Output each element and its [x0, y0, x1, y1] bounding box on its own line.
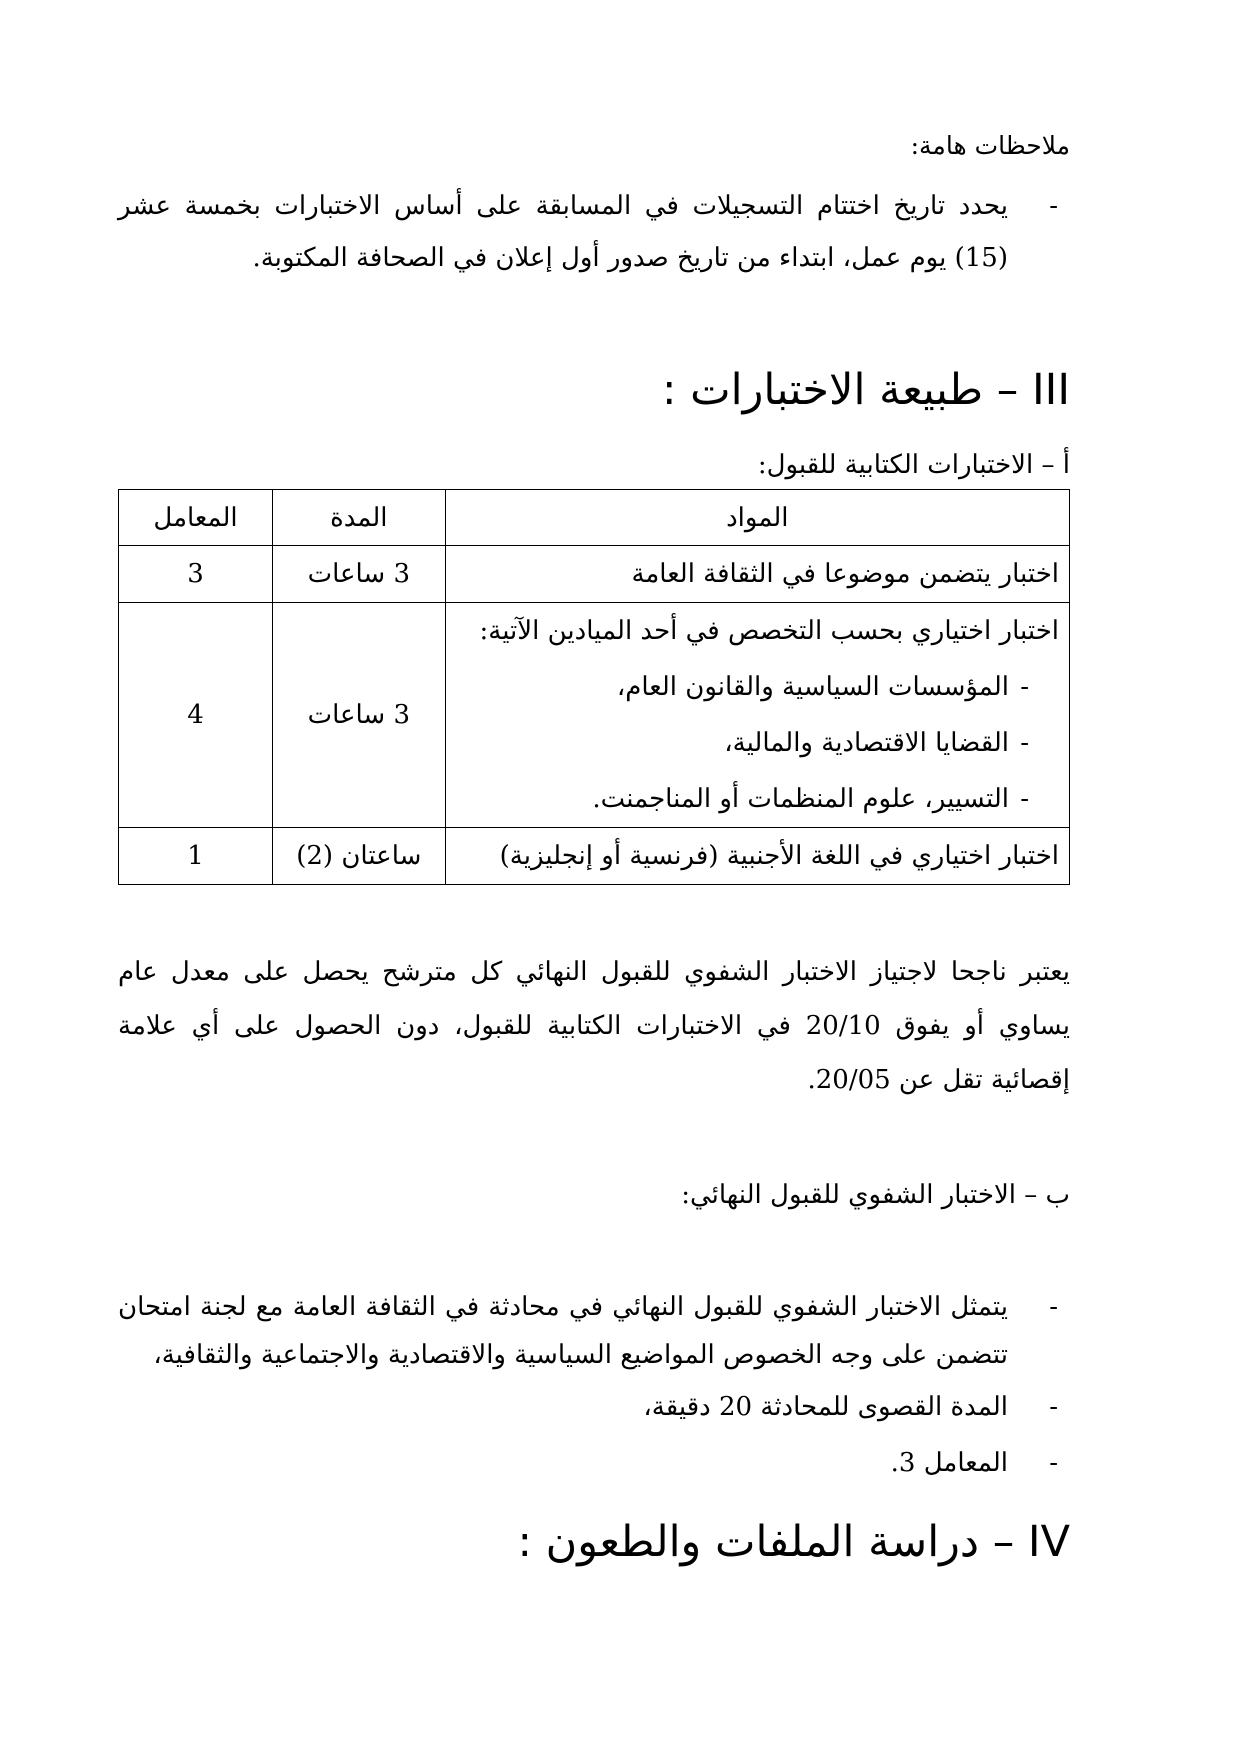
row-coefficient: 4 — [119, 603, 273, 828]
oral-item: - يتمثل الاختبار الشفوي للقبول النهائي في محادثة في الثقافة العامة مع لجنة امتحان تتضمن على وجه الخصوص المواضيع السياسية والاقتصادية والاجتماعية والثقافية، — [118, 1283, 1070, 1379]
notes-list — [118, 180, 1070, 284]
table-row — [119, 546, 1070, 603]
oral-item: - المعامل 3. — [118, 1435, 1070, 1491]
written-exams-table — [118, 489, 1070, 885]
section-heading-iv: IV – دراسة الملفات والطعون : — [517, 1517, 1070, 1567]
specialization-intro: اختبار اختياري بحسب التخصص في أحد الميادين الآتية: — [479, 616, 1059, 646]
row-coefficient: 3 — [119, 546, 273, 603]
specialization-item: - التسيير، علوم المنظمات أو المناجمنت. — [456, 771, 1059, 827]
row-subject-specialization — [445, 603, 1069, 828]
section-heading-iii: III – طبيعة الاختبارات : — [662, 365, 1070, 415]
admission-paragraph: يعتبر ناجحا لاجتياز الاختبار الشفوي للقبول النهائي كل مترشح يحصل على معدل عام يساوي أو يفوق 20/10 في الاختبارات الكتابية للقبول، دون الحصول على أي علامة إقصائية تقل عن 20/05. — [118, 957, 1070, 1095]
specialization-list — [456, 659, 1059, 827]
row-coefficient: 1 — [119, 828, 273, 885]
row-subject: اختبار اختياري في اللغة الأجنبية (فرنسية أو إنجليزية) — [445, 828, 1069, 885]
specialization-item: - المؤسسات السياسية والقانون العام، — [456, 659, 1059, 715]
row-duration: 3 ساعات — [273, 603, 446, 828]
oral-exam-list — [118, 1283, 1070, 1491]
table-row — [119, 828, 1070, 885]
written-exams-heading: أ – الاختبارات الكتابية للقبول: — [757, 450, 1070, 480]
row-subject: اختبار يتضمن موضوعا في الثقافة العامة — [445, 546, 1069, 603]
header-duration: المدة — [273, 490, 446, 546]
oral-exam-heading: ب – الاختبار الشفوي للقبول النهائي: — [681, 1180, 1070, 1210]
notes-title: ملاحظات هامة: — [910, 131, 1070, 160]
table-header-row — [119, 490, 1070, 546]
table-row — [119, 603, 1070, 828]
note-item: - يحدد تاريخ اختتام التسجيلات في المسابقة على أساس الاختبارات بخمسة عشر (15) يوم عمل، ابتداء من تاريخ صدور أول إعلان في الصحافة المكتوبة. — [118, 180, 1070, 284]
header-coefficient: المعامل — [119, 490, 273, 546]
oral-item: - المدة القصوى للمحادثة 20 دقيقة، — [118, 1379, 1070, 1435]
row-duration: 3 ساعات — [273, 546, 446, 603]
header-subject: المواد — [445, 490, 1069, 546]
specialization-item: - القضايا الاقتصادية والمالية، — [456, 715, 1059, 771]
row-duration: ساعتان (2) — [273, 828, 446, 885]
